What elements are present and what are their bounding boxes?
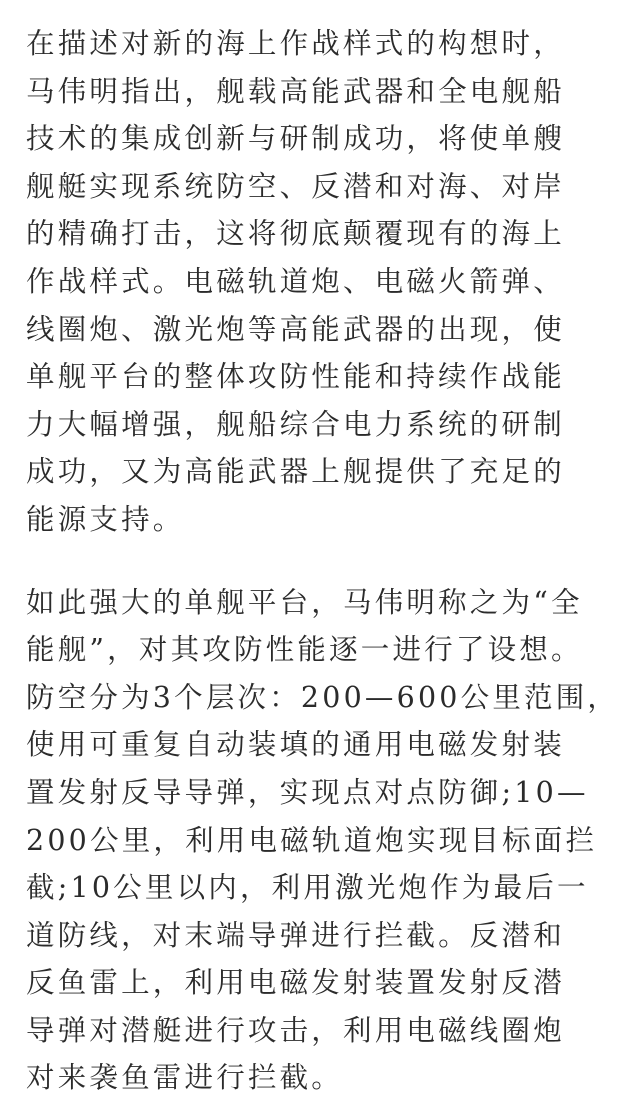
article-body: [26, 20, 626, 1102]
text-line: 置发射反导导弹，实现点对点防御;10—: [26, 775, 589, 809]
text-line: 反鱼雷上，利用电磁发射装置发射反潜: [26, 966, 565, 1000]
text-line: 200公里，利用电磁轨道炮实现目标面拦: [26, 823, 598, 857]
text-line: 马伟明指出，舰载高能武器和全电舰船: [26, 74, 565, 108]
text-line: 对来袭鱼雷进行拦截。: [26, 1061, 344, 1095]
text-line: 的精确打击，这将彻底颠覆现有的海上: [26, 217, 565, 251]
text-line: 能源支持。: [26, 502, 185, 536]
text-line: 作战样式。电磁轨道炮、电磁火箭弹、: [26, 264, 565, 298]
text-line: 成功，又为高能武器上舰提供了充足的: [26, 455, 565, 489]
text-line: 在描述对新的海上作战样式的构想时，: [26, 27, 565, 60]
text-line: 线圈炮、激光炮等高能武器的出现，使: [26, 312, 565, 346]
text-line: 技术的集成创新与研制成功，将使单艘: [26, 122, 565, 156]
text-line: 单舰平台的整体攻防性能和持续作战能: [26, 360, 565, 394]
text-line: 使用可重复自动装填的通用电磁发射装: [26, 728, 565, 762]
text-line: 道防线，对末端导弹进行拦截。反潜和: [26, 918, 565, 952]
text-line: 防空分为3个层次：200—600公里范围，: [26, 680, 620, 714]
text-line: 如此强大的单舰平台，马伟明称之为“全: [26, 585, 583, 619]
paragraph-2: [26, 579, 626, 1102]
text-line: 舰艇实现系统防空、反潜和对海、对岸: [26, 169, 565, 203]
paragraph-spacer: [26, 544, 626, 579]
text-line: 导弹对潜艇进行攻击，利用电磁线圈炮: [26, 1013, 565, 1047]
paragraph-1: [26, 20, 626, 544]
text-line: 力大幅增强，舰船综合电力系统的研制: [26, 407, 565, 441]
text-line: 能舰”，对其攻防性能逐一进行了设想。: [26, 633, 583, 667]
text-line: 截;10公里以内，利用激光炮作为最后一: [26, 871, 589, 905]
